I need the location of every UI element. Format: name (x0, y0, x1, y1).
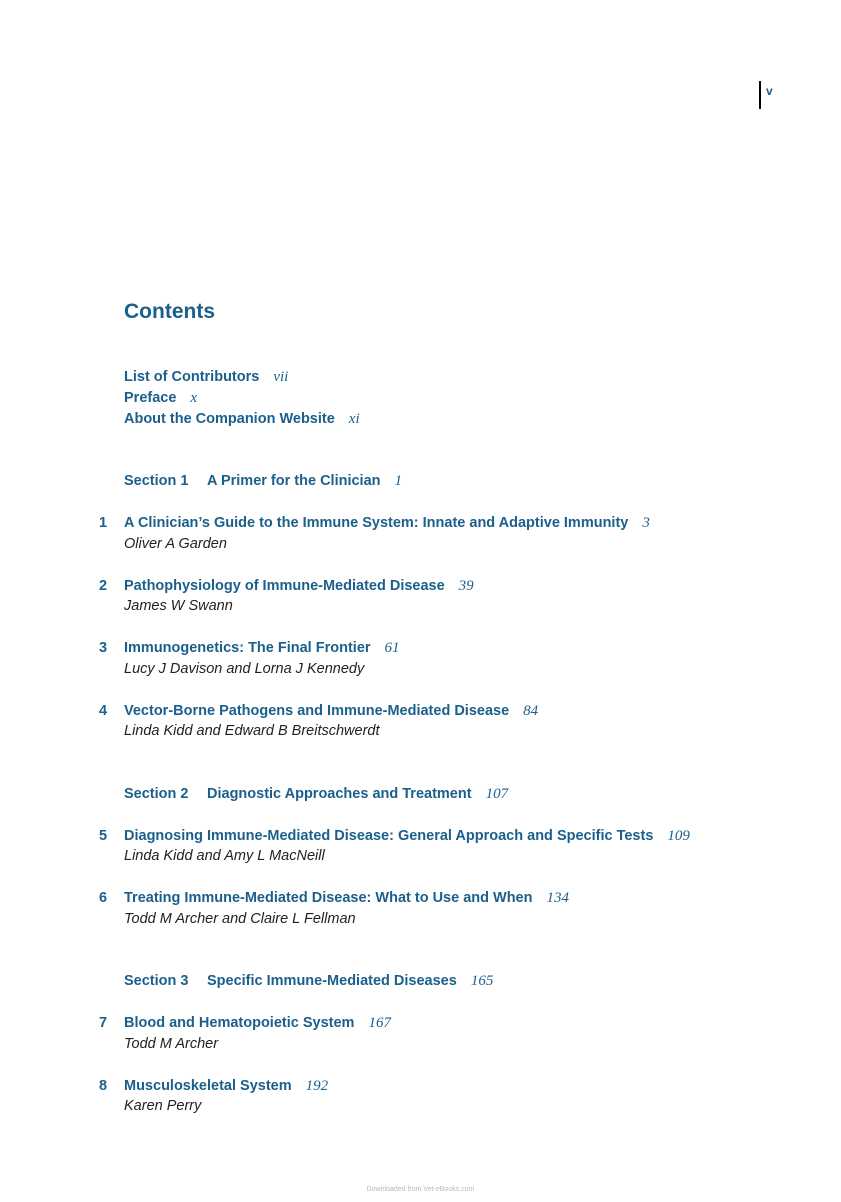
toc-chapter-7[interactable] (124, 1015, 391, 1032)
chapter-title: Diagnosing Immune-Mediated Disease: General Approach and Specific Tests (124, 828, 654, 844)
chapter-authors: Karen Perry (124, 1098, 202, 1114)
section-number: Section 3 (124, 973, 189, 989)
toc-page-number: 61 (384, 640, 400, 656)
chapter-number: 1 (99, 515, 108, 531)
chapter-number: 2 (99, 578, 108, 594)
chapter-number: 5 (99, 828, 108, 844)
toc-page-number: 165 (470, 973, 494, 989)
toc-section-2[interactable] (124, 786, 508, 803)
page-title: Contents (124, 300, 215, 323)
page-folio: v (766, 84, 773, 98)
toc-chapter-6[interactable] (124, 890, 569, 907)
chapter-authors: Linda Kidd and Amy L MacNeill (124, 848, 325, 864)
toc-entry-label: List of Contributors (124, 369, 260, 385)
toc-page-number: vii (273, 369, 289, 385)
toc-section-1[interactable] (124, 473, 402, 490)
toc-chapter-4[interactable] (124, 703, 538, 720)
chapter-authors: Lucy J Davison and Lorna J Kennedy (124, 661, 365, 677)
toc-chapter-3[interactable] (124, 640, 400, 657)
chapter-number: 3 (99, 640, 108, 656)
toc-entry-label: About the Companion Website (124, 411, 335, 427)
section-title: Specific Immune-Mediated Diseases (207, 973, 457, 989)
chapter-number: 7 (99, 1015, 108, 1031)
folio-rule (759, 81, 761, 109)
chapter-title: Blood and Hematopoietic System (124, 1015, 355, 1031)
toc-page-number: 109 (667, 828, 690, 844)
section-number: Section 1 (124, 473, 189, 489)
toc-section-3[interactable] (124, 973, 493, 990)
chapter-authors: James W Swann (124, 598, 233, 614)
toc-chapter-8[interactable] (124, 1078, 328, 1095)
chapter-title: Immunogenetics: The Final Frontier (124, 640, 371, 656)
chapter-title: A Clinician’s Guide to the Immune System: Innate and Adaptive Immunity (124, 515, 629, 531)
toc-page-number: 84 (523, 703, 539, 719)
section-title: Diagnostic Approaches and Treatment (207, 786, 472, 802)
chapter-number: 6 (99, 890, 108, 906)
toc-page-number: xi (348, 411, 360, 427)
toc-page-number: x (190, 390, 198, 406)
download-footer: Downloaded from Vet-eBooks.com (366, 1186, 475, 1193)
toc-chapter-5[interactable] (124, 828, 690, 845)
toc-entry-label: Preface (124, 390, 177, 406)
toc-page-number: 192 (305, 1078, 329, 1094)
toc-page-number: 3 (642, 515, 650, 531)
chapter-number: 4 (99, 703, 108, 719)
chapter-title: Pathophysiology of Immune-Mediated Disease (124, 578, 445, 594)
toc-page-number: 167 (368, 1015, 391, 1031)
toc-chapter-2[interactable] (124, 578, 474, 595)
toc-entry-preface[interactable] (124, 390, 197, 407)
chapter-authors: Linda Kidd and Edward B Breitschwerdt (124, 723, 380, 739)
chapter-authors: Todd M Archer and Claire L Fellman (124, 911, 356, 927)
chapter-title: Vector-Borne Pathogens and Immune-Mediated Disease (124, 703, 510, 719)
section-number: Section 2 (124, 786, 189, 802)
chapter-number: 8 (99, 1078, 108, 1094)
toc-page-number: 1 (394, 473, 402, 489)
toc-page-number: 39 (458, 578, 474, 594)
toc-chapter-1[interactable] (124, 515, 650, 532)
chapter-authors: Oliver A Garden (124, 536, 227, 552)
toc-page-number: 134 (546, 890, 569, 906)
chapter-title: Treating Immune-Mediated Disease: What to Use and When (124, 890, 533, 906)
chapter-title: Musculoskeletal System (124, 1078, 292, 1094)
toc-page-number: 107 (485, 786, 509, 802)
toc-entry-contributors[interactable] (124, 369, 288, 386)
toc-entry-companion-website[interactable] (124, 411, 360, 428)
section-title: A Primer for the Clinician (207, 473, 381, 489)
chapter-authors: Todd M Archer (124, 1036, 219, 1052)
